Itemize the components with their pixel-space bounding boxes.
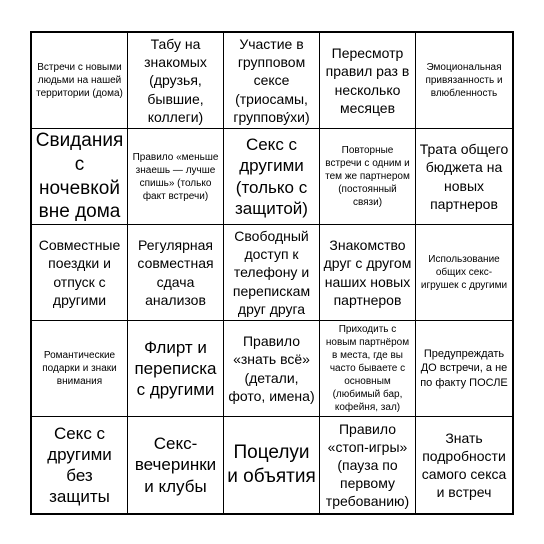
bingo-cell[interactable] [32, 321, 128, 417]
bingo-cell[interactable] [128, 225, 224, 321]
bingo-cell[interactable] [224, 33, 320, 129]
cell-text: Свидания с ночевкой вне дома [35, 130, 124, 223]
bingo-cell[interactable] [32, 33, 128, 129]
bingo-cell[interactable] [416, 225, 512, 321]
cell-text: Пересмотр правил раз в несколько месяцев [325, 45, 410, 116]
bingo-board [30, 31, 514, 515]
bingo-cell[interactable] [128, 33, 224, 129]
bingo-cell[interactable] [320, 321, 416, 417]
bingo-cell[interactable] [320, 33, 416, 129]
cell-text: Эмоциональная привязанность и влюбленность [425, 62, 503, 99]
cell-text: Встречи с новыми людьми на нашей территории (дома) [36, 62, 123, 99]
bingo-cell[interactable] [320, 129, 416, 225]
bingo-cell[interactable] [320, 225, 416, 321]
bingo-cell[interactable] [128, 321, 224, 417]
bingo-cell[interactable] [224, 225, 320, 321]
cell-text: Регулярная совместная сдача анализов [137, 237, 214, 308]
bingo-cell[interactable] [128, 129, 224, 225]
cell-text: Романтические подарки и знаки внимания [42, 350, 117, 387]
cell-text: Трата общего бюджета на новых партнеров [419, 141, 509, 212]
bingo-cell[interactable] [224, 129, 320, 225]
cell-text: Знать подробности самого секса и встреч [421, 429, 507, 501]
cell-text: Участие в групповом сексе (триосамы, группову́хи) [233, 36, 310, 125]
bingo-cell[interactable] [128, 417, 224, 513]
cell-text: Предупреждать ДО встречи, а не по факту ПОСЛЕ [420, 348, 508, 389]
cell-text: Правило «знать всё» (детали, фото, имена) [228, 333, 315, 404]
cell-text: Поцелуи и объятия [227, 442, 316, 487]
bingo-cell[interactable] [416, 129, 512, 225]
bingo-cell[interactable] [416, 33, 512, 129]
cell-text: Использование общих секс-игрушек с другими [420, 254, 508, 291]
cell-text: Правило «меньше знаешь — лучше спишь» (только факт встречи) [132, 151, 219, 202]
cell-text: Знакомство друг с другом наших новых партнеров [323, 237, 412, 308]
cell-text: Приходить с новым партнёром в места, где вы часто бываете с основным (любимый бар, кофейня, зал) [325, 324, 410, 413]
bingo-cell[interactable] [320, 417, 416, 513]
cell-text: Табу на знакомых (друзья, бывшие, коллеги) [144, 36, 207, 125]
bingo-cell[interactable] [416, 321, 512, 417]
cell-text: Повторные встречи с одним и тем же партнером (постоянный связи) [325, 145, 410, 208]
cell-text: Секс с другими (только с защитой) [235, 135, 308, 218]
bingo-cell[interactable] [224, 417, 320, 513]
bingo-cell[interactable] [32, 417, 128, 513]
bingo-cell[interactable] [32, 225, 128, 321]
cell-text: Свободный доступ к телефону и перепискам друг друга [232, 228, 311, 317]
cell-text: Совместные поездки и отпуск с другими [38, 237, 121, 308]
bingo-cell[interactable] [416, 417, 512, 513]
cell-text: Флирт и переписка с другими [134, 337, 217, 400]
cell-text: Правило «стоп-игры» (пауза по первому требованию) [325, 420, 410, 510]
cell-text: Секс-вечеринки и клубы [134, 434, 217, 496]
cell-text: Секс с другими без защиты [47, 423, 112, 507]
bingo-cell[interactable] [224, 321, 320, 417]
bingo-cell[interactable] [32, 129, 128, 225]
